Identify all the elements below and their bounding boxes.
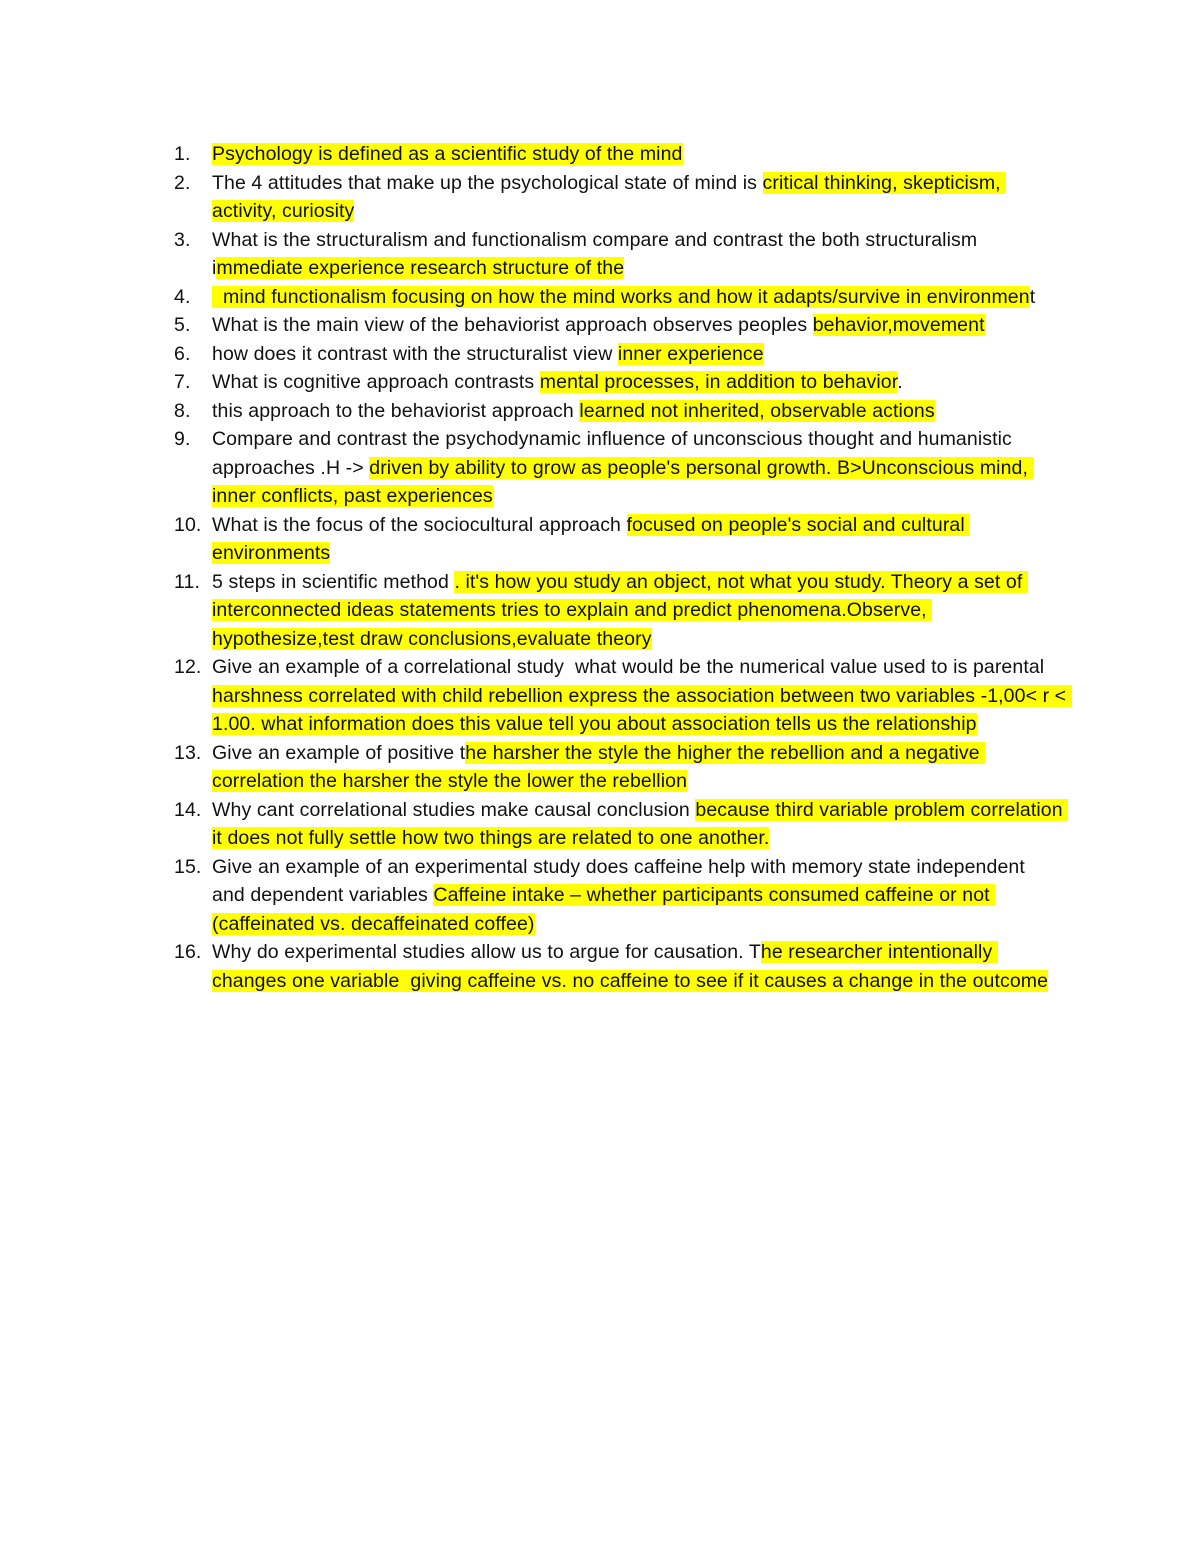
highlighted-text: . it's how you study an object, not what you study. Theory a set of interconnected ideas statements tries to explain and predict phenomena.Observe, hypothesize,test draw conclusions,evaluate theory <box>212 570 1028 650</box>
plain-text: . <box>897 371 903 393</box>
plain-text: Why do experimental studies allow us to argue for causation. T <box>212 941 761 963</box>
list-item <box>0 938 1068 995</box>
list-item <box>0 140 1068 169</box>
highlighted-text: because third variable problem correlation it does not fully settle how two things are related to one another. <box>212 798 1069 849</box>
list-item <box>0 425 1068 511</box>
list-item-number: 6. <box>174 342 191 365</box>
plain-text: Give an example of positive t <box>212 741 466 764</box>
highlighted-text: he researcher intentionally changes one variable giving caffeine vs. no caffeine to see if it causes a change in the outcome <box>212 941 1049 992</box>
list-item-number: 1. <box>174 143 191 165</box>
plain-text: The 4 attitudes that make up the psychological state of mind is <box>212 171 763 194</box>
plain-text: t <box>1029 285 1036 308</box>
plain-text: how does it contrast with the structuralist view <box>212 342 618 365</box>
list-item-number: 4. <box>174 285 191 308</box>
list-item <box>0 226 1068 283</box>
highlighted-text: mmediate experience research structure of the <box>216 257 625 279</box>
list-item-number: 2. <box>174 171 191 194</box>
plain-text: Give an example of an experimental study does caffeine help with memory state independent and dependent variables <box>212 855 1036 906</box>
plain-text: Why cant correlational studies make causal conclusion <box>212 798 696 821</box>
list-item-number: 12. <box>174 656 202 678</box>
highlighted-text: behavior,movement <box>812 314 985 336</box>
list-item <box>0 853 1068 939</box>
list-item-number: 16. <box>174 941 202 963</box>
list-item <box>0 397 1068 426</box>
list-item-number: 9. <box>174 428 191 450</box>
plain-text: this approach to the behaviorist approach <box>212 399 580 422</box>
highlighted-text: he harsher the style the higher the rebellion and a negative correlation the harsher the style the lower the rebellion <box>212 741 986 792</box>
plain-text: Give an example of a correlational study what would be the numerical value used to is parental <box>212 656 1050 678</box>
list-item <box>0 653 1072 739</box>
list-item-number: 15. <box>174 855 202 878</box>
list-item <box>0 739 1068 796</box>
highlighted-text: driven by ability to grow as people's personal growth. B>Unconscious mind, inner conflicts, past experiences <box>212 456 1034 507</box>
list-item <box>0 368 1068 397</box>
list-item-number: 14. <box>174 798 202 821</box>
list-item-number: 3. <box>174 228 191 251</box>
list-item-number: 5. <box>174 314 191 336</box>
list-item <box>0 283 1068 312</box>
list-item-number: 11. <box>174 570 200 593</box>
list-item-number: 7. <box>174 371 191 393</box>
list-item-number: 13. <box>174 741 202 764</box>
list-item-number: 8. <box>174 399 191 422</box>
list-item-number: 10. <box>174 513 202 536</box>
plain-text: Compare and contrast the psychodynamic influence of unconscious thought and humanistic approaches .H -> <box>212 428 1018 479</box>
plain-text: 5 steps in scientific method <box>212 570 455 593</box>
numbered-notes-list <box>0 140 1200 995</box>
list-item <box>0 340 1068 369</box>
list-item <box>0 511 1068 568</box>
highlighted-text: learned not inherited, observable actions <box>579 399 935 422</box>
plain-text: What is cognitive approach contrasts <box>212 371 540 393</box>
highlighted-text: inner experience <box>617 342 764 365</box>
highlighted-text: focused on people's social and cultural environments <box>212 513 971 564</box>
list-item <box>0 311 1068 340</box>
highlighted-text: critical thinking, skepticism, activity, curiosity <box>212 171 1007 222</box>
highlighted-text: mind functionalism focusing on how the mind works and how it adapts/survive in environmen <box>212 285 1030 308</box>
highlighted-text: mental processes, in addition to behavior <box>539 371 898 393</box>
highlighted-text: harshness correlated with child rebellion express the association between two variables -1,00< r < 1.00. what information does this value tell you about association tells us the relationship <box>212 684 1072 735</box>
list-item <box>0 796 1068 853</box>
list-item <box>0 169 1068 226</box>
highlighted-text: Caffeine intake – whether participants consumed caffeine or not (caffeinated vs. decaffeinated coffee) <box>212 884 996 935</box>
plain-text: What is the main view of the behaviorist approach observes peoples <box>212 314 813 336</box>
plain-text: What is the structuralism and functionalism compare and contrast the both structuralism i <box>212 228 983 279</box>
list-item <box>0 568 1068 654</box>
plain-text: What is the focus of the sociocultural approach <box>212 513 627 536</box>
highlighted-text: Psychology is defined as a scientific study of the mind <box>212 143 683 165</box>
